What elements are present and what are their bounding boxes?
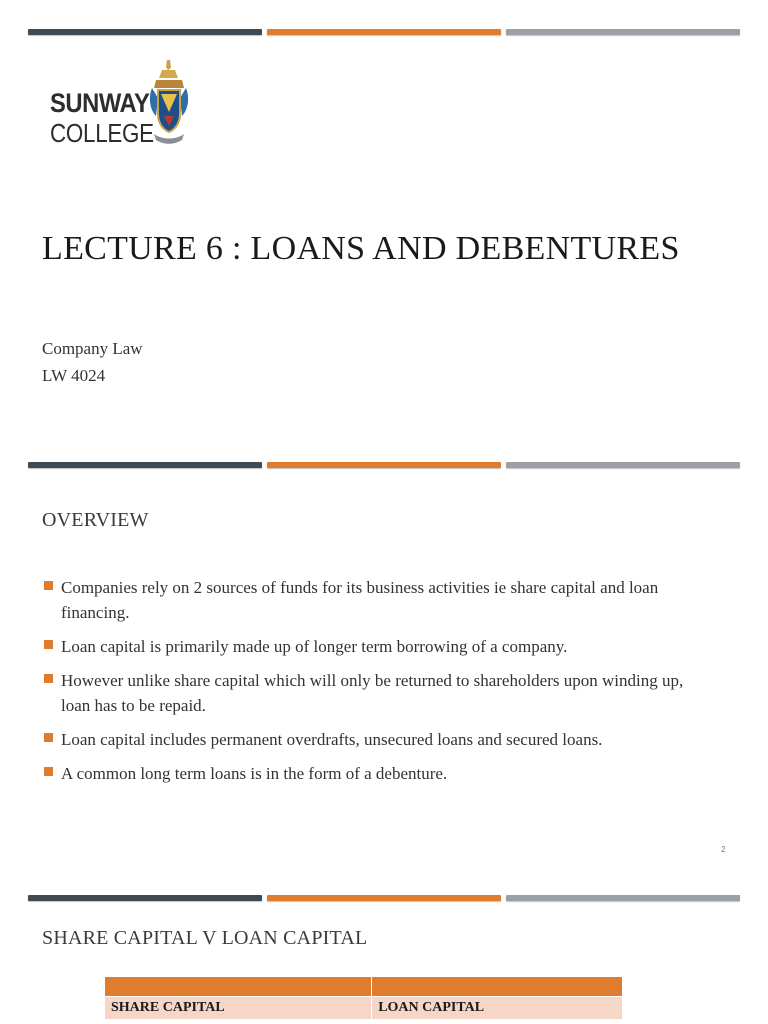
bullet-text: Loan capital is primarily made up of longer term borrowing of a company. bbox=[61, 637, 568, 656]
comparison-heading: SHARE CAPITAL V LOAN CAPITAL bbox=[42, 927, 368, 949]
bullet-text: However unlike share capital which will only be returned to shareholders upon winding up, loan has to be repaid. bbox=[61, 671, 684, 715]
course-code: LW 4024 bbox=[42, 366, 106, 385]
top-decor-bars bbox=[28, 895, 740, 902]
logo-line-2: COLLEGE bbox=[50, 118, 154, 148]
share-capital-cell: SHARE CAPITAL bbox=[105, 997, 372, 1020]
bullet-text: A common long term loans is in the form of a debenture. bbox=[61, 764, 448, 783]
table-header-cell bbox=[372, 977, 623, 997]
orange-bar bbox=[267, 895, 501, 901]
course-name: Company Law bbox=[42, 339, 143, 358]
loan-capital-cell: LOAN CAPITAL bbox=[372, 997, 623, 1020]
overview-heading: OVERVIEW bbox=[42, 509, 149, 531]
table-row bbox=[105, 997, 623, 1020]
bullet-text: Companies rely on 2 sources of funds for its business activities ie share capital and loan financing. bbox=[61, 578, 659, 622]
gray-bar bbox=[506, 895, 740, 901]
page-number: 2 bbox=[721, 845, 726, 854]
bullet-text: Loan capital includes permanent overdrafts, unsecured loans and secured loans. bbox=[61, 730, 603, 749]
table-header-cell bbox=[105, 977, 372, 997]
dark-bar bbox=[28, 895, 262, 901]
table-header-row bbox=[105, 977, 623, 997]
lecture-title: LECTURE 6 : LOANS AND DEBENTURES bbox=[42, 230, 680, 267]
logo-line-1: SUNWAY bbox=[50, 88, 150, 118]
comparison-table bbox=[104, 976, 623, 1020]
